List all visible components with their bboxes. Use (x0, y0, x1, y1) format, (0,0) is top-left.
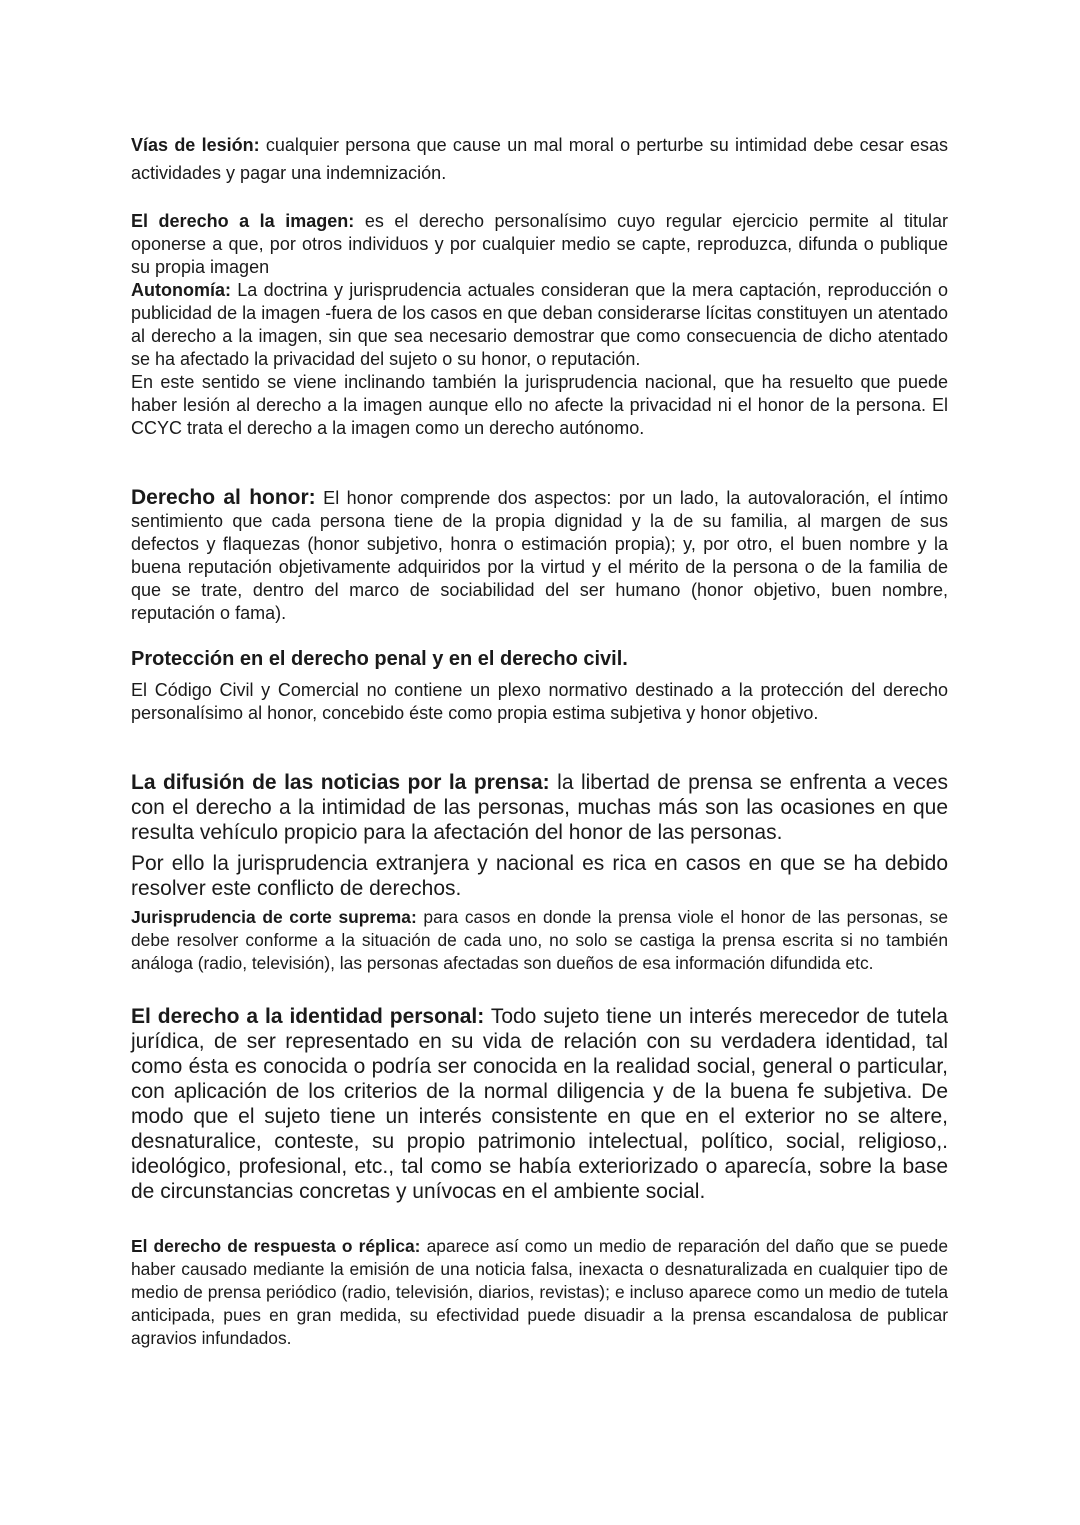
paragraph-corte-suprema (131, 906, 948, 975)
paragraph-text: aparece así como un medio de reparación del daño que se puede haber causado mediante la emisión de una noticia falsa, inexacta o desnaturalizada en cualquier tipo de medio de prensa periódico (radio, televisión, diarios, revistas); e incluso aparece como un medio de tutela anticipada, pues en gran medida, su efectividad puede disuadir a la prensa escandalosa de publicar agravios infundados. (131, 1236, 948, 1348)
paragraph-replica (131, 1235, 948, 1350)
paragraph-imagen (131, 210, 948, 279)
term-label: Vías de lesión: (131, 135, 260, 155)
paragraph-prensa (131, 770, 948, 845)
paragraph-autonomia (131, 279, 948, 371)
paragraph-text: para casos en donde la prensa viole el honor de las personas, se debe resolver conforme a la situación de cada uno, no solo se castiga la prensa escrita si no también análoga (radio, televisión), las personas afectadas son dueños de esa información difundida etc. (131, 907, 948, 973)
paragraph-proteccion: El Código Civil y Comercial no contiene un plexo normativo destinado a la protección del derecho personalísimo al honor, concebido éste como propia estima subjetiva y honor objetivo. (131, 680, 948, 723)
paragraph-derecho-honor (131, 486, 948, 625)
paragraph-text: la libertad de prensa se enfrenta a veces con el derecho a la intimidad de las personas, muchas más son las ocasiones en que resulta vehículo propicio para la afectación del honor de las personas. (131, 771, 948, 844)
paragraph-text: Todo sujeto tiene un interés merecedor de tutela jurídica, de ser representado en su vida de relación con su verdadera identidad, tal como ésta es conocida o podría ser conocida en la realidad social, general o particular, con aplicación de los criterios de la normal diligencia y de la buena fe subjetiva. De modo que el sujeto tiene un interés consistente en que en el exterior no se altere, desnaturalice, conteste, su propio patrimonio intelectual, político, social, religioso,. ideológico, profesional, etc., tal como se había exteriorizado o aparecía, sobre la base de circunstancias concretas y unívocas en el ambiente social. (131, 1005, 948, 1203)
paragraph-text: es el derecho personalísimo cuyo regular ejercicio permite al titular oponerse a que, por otros individuos y por cualquier medio se capte, reproduzca, difunda o publique su propia imagen (131, 211, 948, 277)
term-label: Jurisprudencia de corte suprema: (131, 907, 417, 927)
paragraph-identidad (131, 1004, 948, 1204)
term-label: El derecho de respuesta o réplica: (131, 1236, 421, 1256)
term-label: La difusión de las noticias por la prensa: (131, 771, 550, 794)
paragraph-text: El honor comprende dos aspectos: por un lado, la autovaloración, el íntimo sentimiento que cada persona tiene de la propia dignidad y la de su familia, al margen de sus defectos y flaquezas (honor subjetivo, honra o estimación propia); y, por otro, el buen nombre y la buena reputación objetivamente adquiridos por la virtud y el mérito de la persona o de la familia de que se trate, dentro del marco de sociabilidad del ser humano (honor objetivo, buen nombre, reputación o fama). (131, 488, 948, 623)
term-label: Derecho al honor: (131, 486, 316, 509)
paragraph-sentido: En este sentido se viene inclinando también la jurisprudencia nacional, que ha resuelto que puede haber lesión al derecho a la imagen aunque ello no afecte la privacidad ni el honor de la persona. El CCYC trata el derecho a la imagen como un derecho autónomo. (131, 372, 948, 438)
paragraph-vias-de-lesion (131, 131, 948, 187)
paragraph-por-ello: Por ello la jurisprudencia extranjera y nacional es rica en casos en que se ha debido resolver este conflicto de derechos. (131, 852, 948, 900)
section-derecho-imagen (131, 210, 948, 440)
term-label: El derecho a la identidad personal: (131, 1005, 485, 1028)
section-heading-proteccion: Protección en el derecho penal y en el derecho civil. (131, 648, 628, 670)
paragraph-text: cualquier persona que cause un mal moral o perturbe su intimidad debe cesar esas actividades y pagar una indemnización. (131, 135, 949, 183)
term-label: Autonomía: (131, 280, 231, 300)
term-label: El derecho a la imagen: (131, 211, 355, 231)
paragraph-text: La doctrina y jurisprudencia actuales consideran que la mera captación, reproducción o publicidad de la imagen -fuera de los casos en que deban considerarse lícitas constituyen un atentado al derecho a la imagen, sin que sea necesario demostrar que como consecuencia de dicho atentado se ha afectado la privacidad del sujeto o su honor, o reputación. (131, 280, 948, 369)
